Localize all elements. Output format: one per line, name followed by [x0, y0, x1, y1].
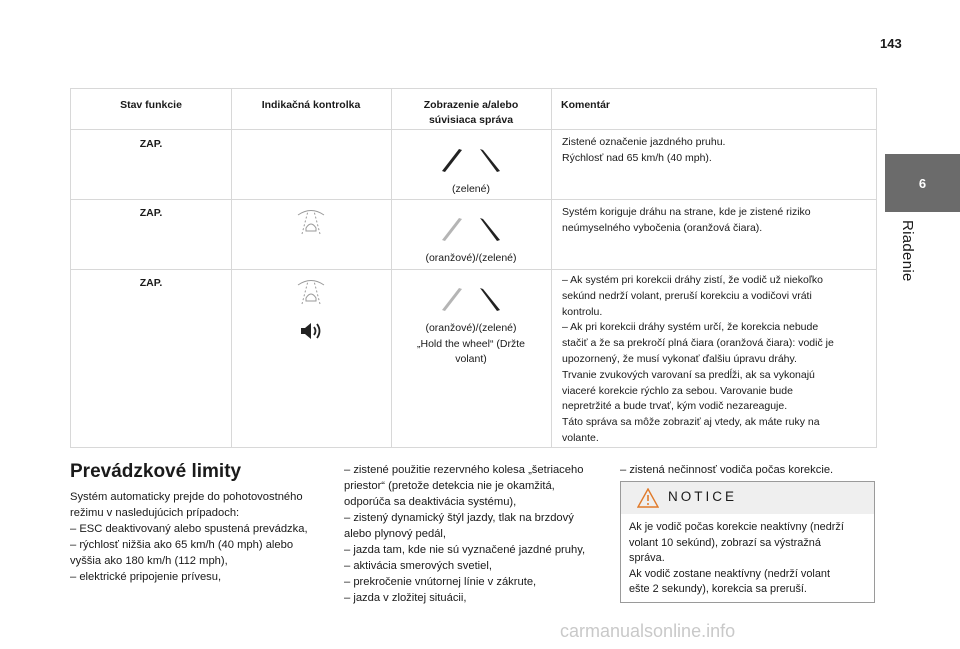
row2-state: ZAP.	[139, 207, 163, 219]
bullet-item: alebo plynový pedál,	[344, 528, 447, 540]
paragraph-line: Systém automaticky prejde do pohotovostného	[70, 491, 303, 503]
bullet-item: – jazda tam, kde nie sú vyznačené jazdné pruhy,	[344, 544, 586, 556]
chapter-tab[interactable]: 6	[885, 154, 960, 212]
bullet-item: – zistený dynamický štýl jazdy, tlak na brzdový	[344, 512, 574, 524]
notice-text	[629, 520, 869, 598]
lane-assist-indicator-icon	[296, 207, 326, 237]
paragraph-line: režimu v nasledujúcich prípadoch:	[70, 507, 240, 519]
limits-column-3	[620, 462, 880, 478]
row2-comment	[562, 205, 872, 236]
comment-line: viaceré korekcie rýchlo za sebou. Varovanie bude	[562, 384, 793, 397]
comment-line: Systém koriguje dráhu na strane, kde je zistené riziko	[562, 206, 811, 218]
table-divider	[391, 89, 392, 447]
header-comment: Komentár	[561, 99, 611, 111]
notice-box	[620, 481, 875, 603]
display-line: (oranžové)/(zelené)	[425, 322, 517, 334]
display-line: volant)	[455, 353, 487, 365]
bullet-item: – elektrické pripojenie prívesu,	[70, 571, 222, 583]
row1-comment	[562, 135, 872, 166]
row3-state: ZAP.	[139, 277, 163, 289]
page-number: 143	[880, 36, 902, 51]
sound-warning-icon	[299, 319, 323, 343]
bullet-item: – zistená nečinnosť vodiča počas korekcie.	[620, 464, 834, 476]
notice-line: ešte 2 sekundy), korekcia sa preruší.	[629, 583, 807, 595]
notice-line: volant 10 sekúnd), zobrazí sa výstražná	[629, 536, 821, 549]
display-line: „Hold the wheel“ (Držte	[417, 337, 525, 350]
table-divider	[231, 89, 232, 447]
comment-line: sekúnd nedrží volant, preruší korekciu a vodičovi vráti	[562, 289, 812, 302]
comment-line: volante.	[562, 431, 599, 444]
comment-line: upozornený, že musí vykonať ďalšiu úpravu dráhy.	[562, 352, 797, 365]
notice-title: NOTICE	[668, 489, 738, 504]
row3-comment	[562, 273, 874, 447]
comment-line: stačiť a že sa prekročí plná čiara (oranžová čiara): vodič je	[562, 337, 834, 350]
table-divider	[71, 269, 876, 270]
limits-column-1	[70, 489, 335, 585]
comment-line: Zistené označenie jazdného pruhu.	[562, 136, 726, 148]
comment-line: – Ak pri korekcii dráhy systém určí, že korekcia nebude	[562, 321, 819, 334]
warning-triangle-icon	[637, 488, 659, 508]
row1-display: (zelené)	[452, 183, 490, 195]
lane-keeping-orange-icon	[440, 286, 502, 312]
bullet-item: – jazda v zložitej situácii,	[344, 592, 467, 604]
row2-display: (oranžové)/(zelené)	[425, 252, 517, 264]
comment-line: neúmyselného vybočenia (oranžová čiara).	[562, 221, 763, 234]
bullet-item: vyššia ako 180 km/h (112 mph),	[70, 555, 228, 567]
table-divider	[551, 89, 552, 447]
row1-state: ZAP.	[139, 138, 163, 150]
comment-line: Trvanie zvukových varovaní sa predĺži, ak sa vykonajú	[562, 368, 815, 381]
header-display: Zobrazenie a/alebo súvisiaca správa	[423, 99, 519, 126]
header-indicator: Indikačná kontrolka	[261, 99, 361, 111]
bullet-item: odporúča sa deaktivácia systému),	[344, 496, 517, 508]
header-state: Stav funkcie	[120, 99, 182, 111]
function-status-table	[70, 88, 877, 448]
table-divider	[71, 129, 876, 130]
comment-line: kontrolu.	[562, 305, 603, 318]
lane-keeping-green-icon	[440, 147, 502, 173]
bullet-item: – rýchlosť nižšia ako 65 km/h (40 mph) alebo	[70, 539, 294, 551]
chapter-label: Riadenie	[899, 220, 916, 282]
bullet-item: – aktivácia smerových svetiel,	[344, 560, 492, 572]
comment-line: Táto správa sa môže zobraziť aj vtedy, ak máte ruky na	[562, 416, 820, 429]
watermark: carmanualsonline.info	[560, 621, 736, 641]
notice-header	[621, 482, 874, 514]
comment-line: nepretržité a bude trvať, kým vodič nezareaguje.	[562, 400, 788, 413]
section-title: Prevádzkové limity	[70, 461, 242, 482]
bullet-item: – zistené použitie rezervného kolesa „šetriaceho	[344, 464, 584, 476]
notice-line: Ak je vodič počas korekcie neaktívny (nedrží	[629, 521, 844, 533]
lane-keeping-orange-icon	[440, 216, 502, 242]
notice-line: správa.	[629, 552, 665, 564]
notice-line: Ak vodič zostane neaktívny (nedrží volant	[629, 567, 830, 580]
comment-line: – Ak systém pri korekcii dráhy zistí, že vodič už niekoľko	[562, 274, 823, 286]
limits-column-2	[344, 462, 609, 606]
bullet-item: priestor“ (pretože detekcia nie je okamžitá,	[344, 480, 555, 492]
comment-line: Rýchlosť nad 65 km/h (40 mph).	[562, 151, 712, 164]
row3-display	[401, 321, 541, 368]
bullet-item: – prekročenie vnútornej línie v zákrute,	[344, 576, 537, 588]
bullet-item: – ESC deaktivovaný alebo spustená prevádzka,	[70, 523, 308, 535]
lane-assist-indicator-icon	[296, 277, 326, 307]
table-divider	[71, 199, 876, 200]
